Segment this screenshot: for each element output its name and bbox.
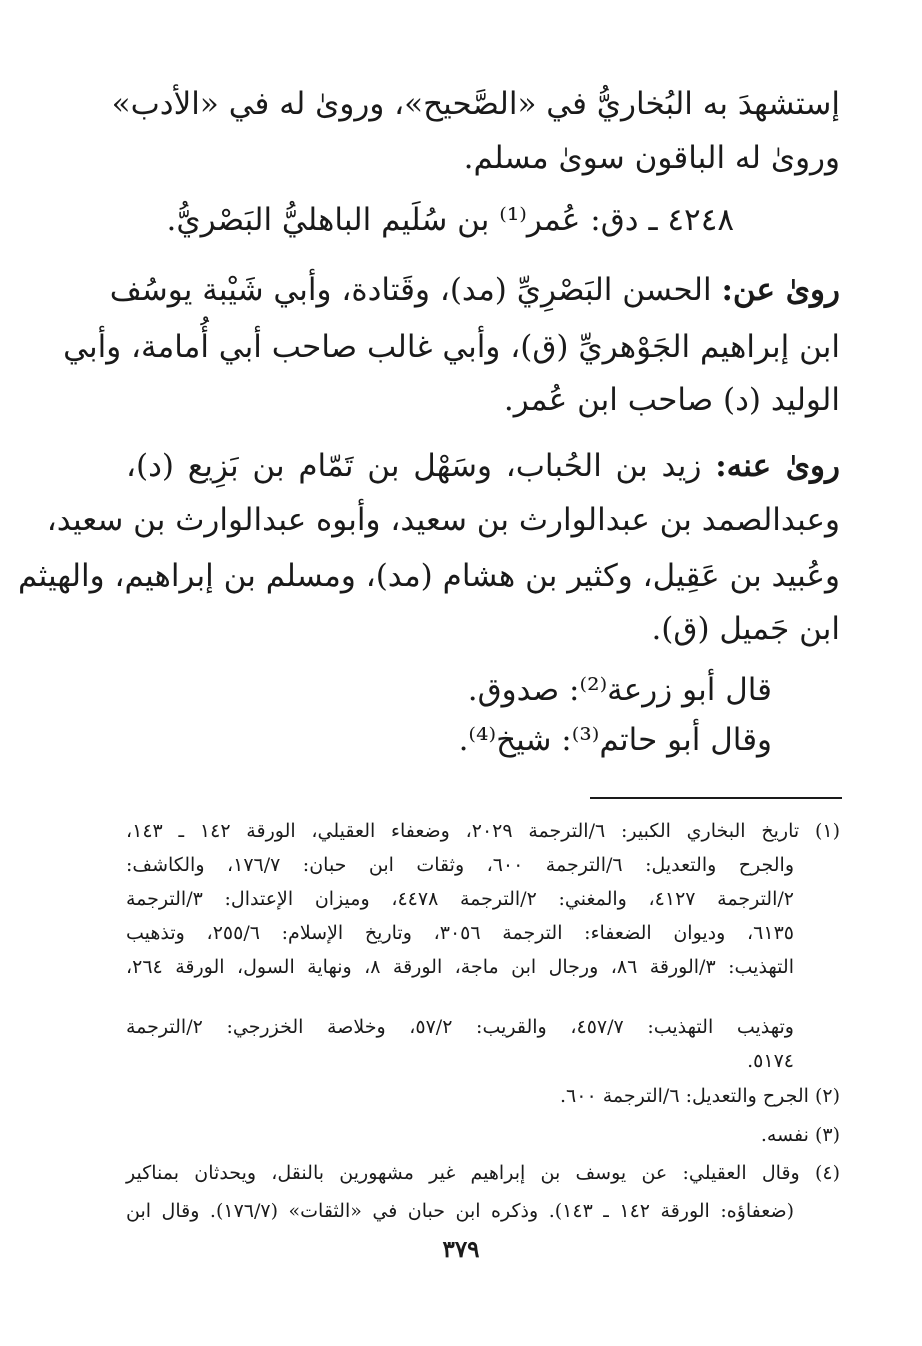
footnote-1-line-2: والجرح والتعديل: ٦/الترجمة ٦٠٠، وثقات ابن حبان: ١٧٦/٧، والكاشف: [126, 854, 794, 876]
footnote-2: (٢) الجرح والتعديل: ٦/الترجمة ٦٠٠. [560, 1085, 840, 1107]
rawa-an-label: روىٰ عن: [721, 272, 840, 308]
footnote-3: (٣) نفسه. [760, 1124, 840, 1146]
rawa-an-text-1: الحسن البَصْرِيِّ (مد)، وقَتادة، وأبي شَيْبة يوسُف [109, 272, 712, 308]
footnote-1-line-6: وتهذيب التهذيب: ٤٥٧/٧، والقريب: ٥٧/٢، وخلاصة الخزرجي: ٢/الترجمة [126, 1016, 794, 1038]
footnote-1-line-5: التهذيب: ٣/الورقة ٨٦، ورجال ابن ماجة، الورقة ٨، ونهاية السول، الورقة ٢٦٤، [126, 956, 794, 978]
page-number: ٣٧٩ [442, 1236, 480, 1263]
footnote-1-line-4: ٦١٣٥، وديوان الضعفاء: الترجمة ٣٠٥٦، وتاريخ الإسلام: ٢٥٥/٦، وتذهيب [126, 922, 794, 944]
body-line-2: وروىٰ له الباقون سوىٰ مسلم. [463, 140, 840, 176]
quote-abu-hatim: وقال أبو حاتم⁽³⁾: شيخ⁽⁴⁾. [458, 722, 772, 758]
quote-abu-zura: قال أبو زرعة⁽²⁾: صدوق. [467, 672, 772, 708]
rawa-an-paragraph-line-3: الوليد (د) صاحب ابن عُمر. [503, 382, 840, 418]
rawa-anhu-paragraph-line-2: وعبدالصمد بن عبدالوارث بن سعيد، وأبوه عبدالوارث بن سعيد، [46, 502, 840, 538]
footnote-4-line-1: (٤) وقال العقيلي: عن يوسف بن إبراهيم غير مشهورين بالنقل، ويحدثان بمناكير [126, 1162, 840, 1184]
footnote-4-line-2: (ضعفاؤه: الورقة ١٤٢ ـ ١٤٣). وذكره ابن حبان في «الثقات» (١٧٦/٧). وقال ابن [126, 1200, 794, 1222]
rawa-anhu-paragraph-line-3: وعُبيد بن عَقِيل، وكثير بن هشام (مد)، ومسلم بن إبراهيم، والهيثم [17, 558, 840, 594]
rawa-an-paragraph-line-1 [109, 270, 840, 310]
footnote-1-line-3: ٢/الترجمة ٤١٢٧، والمغني: ٢/الترجمة ٤٤٧٨، وميزان الإعتدال: ٣/الترجمة [126, 888, 794, 910]
footnote-1-line-1: (١) تاريخ البخاري الكبير: ٦/الترجمة ٢٠٢٩، وضعفاء العقيلي، الورقة ١٤٢ ـ ١٤٣، [126, 820, 840, 842]
rawa-anhu-label: روىٰ عنه: [715, 448, 841, 484]
body-line-1: إستشهدَ به البُخاريُّ في «الصَّحيح»، وروىٰ له في «الأدب» [111, 86, 840, 122]
entry-heading: ٤٢٤٨ ـ دق: عُمر⁽¹⁾ بن سُلَيم الباهليُّ البَصْريُّ. [166, 202, 734, 238]
footnote-separator [590, 797, 842, 799]
rawa-anhu-paragraph-line-1 [126, 446, 840, 486]
rawa-anhu-paragraph-line-4: ابن جَميل (ق). [651, 611, 840, 647]
footnote-1-line-7: ٥١٧٤. [747, 1050, 794, 1072]
rawa-an-paragraph-line-2: ابن إبراهيم الجَوْهريِّ (ق)، وأبي غالب صاحب أبي أُمامة، وأبي [63, 329, 840, 365]
rawa-anhu-text-1: زيد بن الحُباب، وسَهْل بن تَمّام بن بَزِيع (د)، [126, 448, 702, 484]
